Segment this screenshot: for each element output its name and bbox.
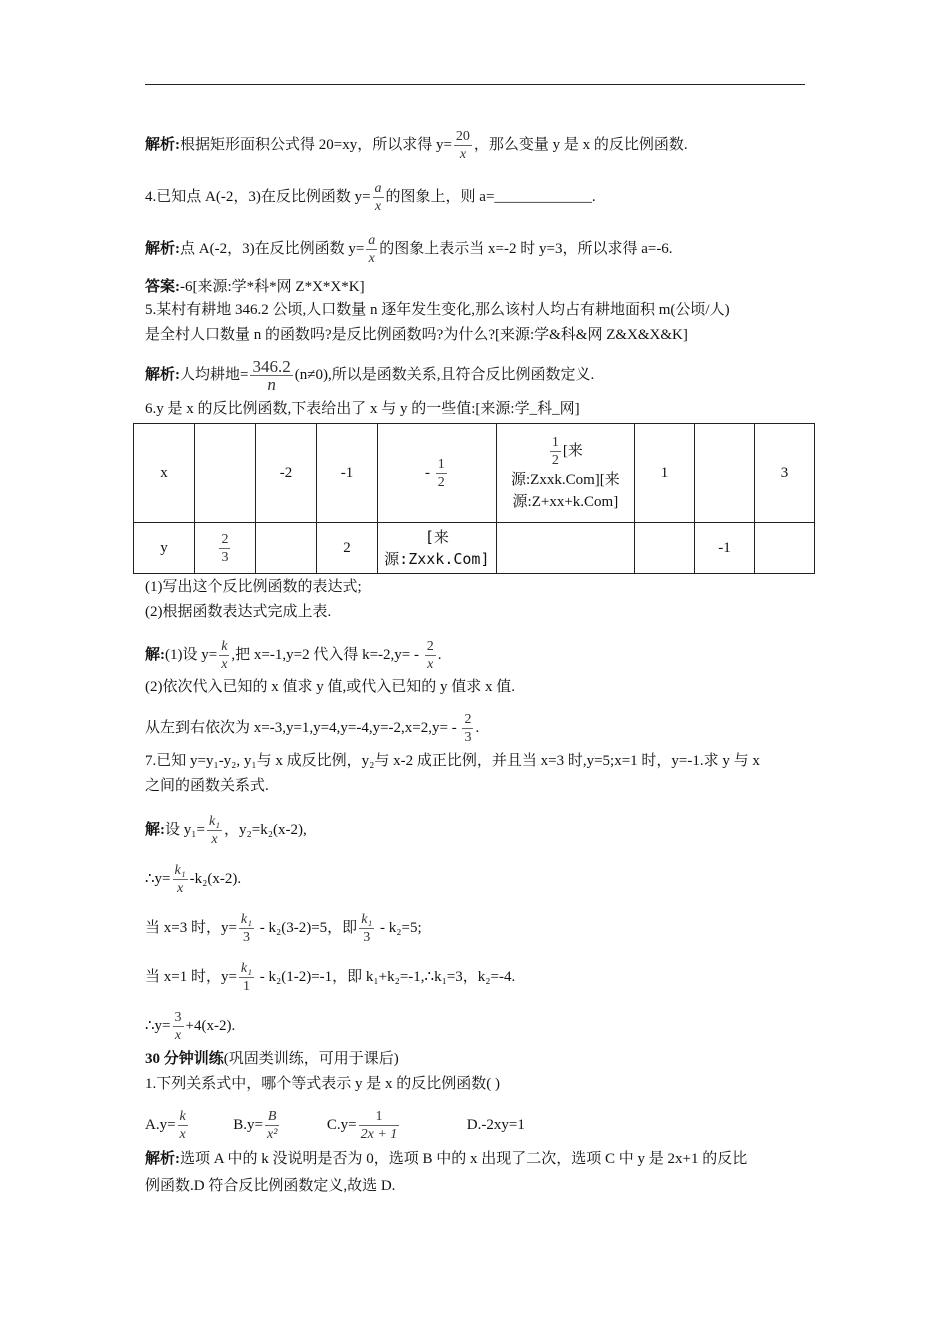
cell-empty xyxy=(754,523,814,574)
cell-x-neg-half: - $\frac{1}{2}$ xyxy=(377,424,496,523)
option-a: A.y= $\frac{k}{x}$ xyxy=(145,1109,186,1142)
cell-y-2: 2 xyxy=(316,523,377,574)
fraction-346-over-n: $\frac{346.2}{n}$ xyxy=(252,357,291,394)
question-6-part-1: (1)写出这个反比例函数的表达式; xyxy=(145,579,362,595)
analysis-4-line-2: 例函数.D 符合反比例函数定义,故选 D. xyxy=(145,1178,396,1194)
cell-empty xyxy=(194,424,255,523)
cell-empty xyxy=(694,424,754,523)
cell-empty xyxy=(635,523,695,574)
cell-x-1: 1 xyxy=(635,424,695,523)
solution-7-line-4: 当 x=1 时，y= $\frac{\text{k₁}}{1}$ - k₂(1-2)=-1，即 k₁+k₂=-1,∴k₁=3，k₂=-4. xyxy=(145,961,516,994)
section-30-min: 30 分钟训练(巩固类训练，可用于课后) xyxy=(145,1051,399,1067)
question-6-part-2: (2)根据函数表达式完成上表. xyxy=(145,604,332,620)
mc-1-options xyxy=(145,1108,525,1143)
question-6-title: 6.y 是 x 的反比例函数,下表给出了 x 与 y 的一些值:[来源:学_科_网] xyxy=(145,401,580,417)
cell-y-m1: -1 xyxy=(694,523,754,574)
value-table xyxy=(133,423,815,574)
analysis-3: 解析:人均耕地= $\frac{346.2}{n}$ (n≠0),所以是函数关系,且符合反比例函数定义. xyxy=(145,357,595,394)
question-7-line-1: 7.已知 y=y₁-y₂, y₁与 x 成反比例，y₂与 x-2 成正比例，并且当 x=3 时,y=5;x=1 时，y=-1.求 y 与 x xyxy=(145,753,760,769)
fraction-a-over-x: $\frac{a}{x}$ xyxy=(368,233,376,266)
cell-x-m2: -2 xyxy=(255,424,316,523)
table-row-x xyxy=(134,424,815,523)
cell-y-label: y xyxy=(134,523,195,574)
cell-y-source: [来 源:Zxxk.Com] xyxy=(377,523,496,574)
cell-y-two-thirds: $\frac{2}{3}$ xyxy=(194,523,255,574)
solution-6-line-2: (2)依次代入已知的 x 值求 y 值,或代入已知的 y 值求 x 值. xyxy=(145,679,515,695)
option-d: D.-2xy=1 xyxy=(466,1116,525,1133)
question-4: 4.已知点 A(-2，3)在反比例函数 y= $\frac{a}{x}$ 的图象上，则 a=_____________. xyxy=(145,181,596,214)
question-5-line-1: 5.某村有耕地 346.2 公顷,人口数量 n 逐年发生变化,那么该村人均占有耕地面积 m(公顷/人) xyxy=(145,302,730,318)
question-7-line-2: 之间的函数关系式. xyxy=(145,778,269,794)
cell-empty xyxy=(496,523,634,574)
fraction-a-over-x: $\frac{a}{x}$ xyxy=(374,181,382,214)
solution-7-line-2: ∴y= $\frac{\text{k₁}}{x}$ -k₂(x-2). xyxy=(145,863,242,896)
analysis-2: 解析:点 A(-2，3)在反比例函数 y= $\frac{a}{x}$ 的图象上表示当 x=-2 时 y=3，所以求得 a=-6. xyxy=(145,233,673,266)
cell-x-m1: -1 xyxy=(316,424,377,523)
analysis-4-line-1: 解析:选项 A 中的 k 没说明是否为 0，选项 B 中的 x 出现了二次，选项 C 中 y 是 2x+1 的反比 xyxy=(145,1151,748,1167)
solution-7-line-5: ∴y= $\frac{3}{x}$ +4(x-2). xyxy=(145,1010,236,1043)
mc-1-stem: 1.下列关系式中，哪个等式表示 y 是 x 的反比例函数( ) xyxy=(145,1076,500,1092)
analysis-1: 解析:根据矩形面积公式得 20=xy，所以求得 y= $\frac{20}{x}$ ，那么变量 y 是 x 的反比例函数. xyxy=(145,129,688,162)
question-5-line-2: 是全村人口数量 n 的函数吗?是反比例函数吗?为什么?[来源:学&科&网 Z&X&X&K] xyxy=(145,327,688,343)
table-row-y xyxy=(134,523,815,574)
option-b: B.y= $\frac{B}{\text{x²}}$ xyxy=(233,1109,278,1142)
cell-x-label: x xyxy=(134,424,195,523)
solution-6-line-1: 解:(1)设 y= $\frac{k}{x}$ ,把 x=-1,y=2 代入得 k=-2,y= - $\frac{2}{x}$ . xyxy=(145,639,442,672)
solution-7-line-1: 解:设 y₁= $\frac{\text{k₁}}{x}$ ，y₂=k₂(x-2), xyxy=(145,814,307,847)
option-c: C.y= $\frac{1}{2x + 1}$ xyxy=(326,1109,398,1142)
solution-7-line-3: 当 x=3 时，y= $\frac{\text{k₁}}{3}$ - k₂(3-2)=5，即 $\frac{\text{k₁}}{3}$ - k₂=5; xyxy=(145,912,422,945)
cell-x-3: 3 xyxy=(754,424,814,523)
header-rule xyxy=(145,84,805,85)
fraction-20-over-x: $\frac{20}{x}$ xyxy=(455,129,470,162)
cell-empty xyxy=(255,523,316,574)
solution-6-line-3: 从左到右依次为 x=-3,y=1,y=4,y=-4,y=-2,x=2,y= - $\frac{2}{3}$ . xyxy=(145,712,480,745)
cell-x-half-source: $\frac{1}{2}$ [来 源:Zxxk.Com][来 源:Z+xx+k.Com] xyxy=(496,424,634,523)
answer-4: 答案:-6[来源:学*科*网 Z*X*X*K] xyxy=(145,279,365,295)
